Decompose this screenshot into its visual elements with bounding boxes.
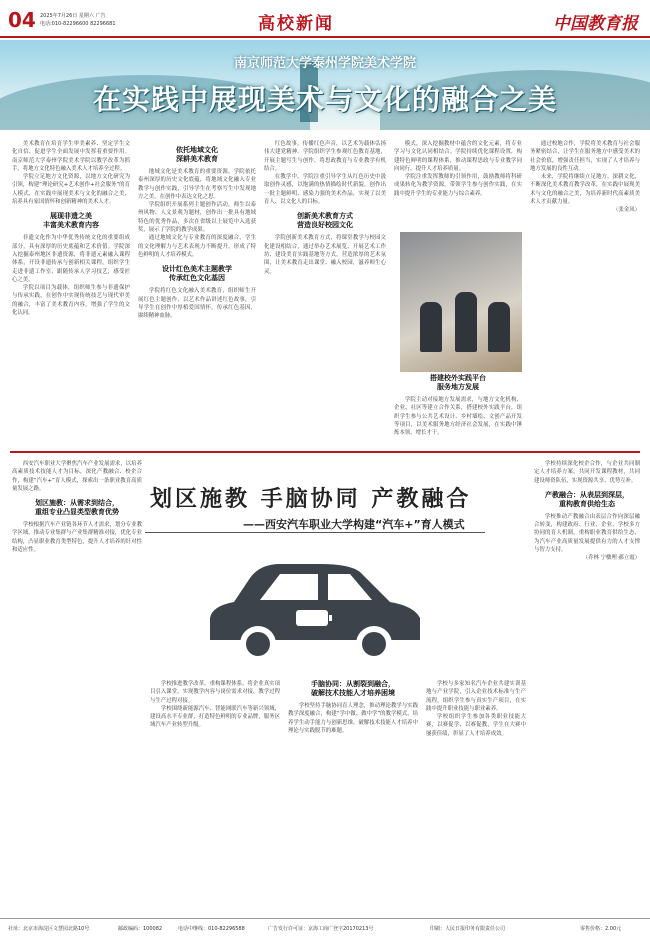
issue-date: 2025年7月26日 星期六 广告 <box>40 13 106 19</box>
article2-colB <box>150 680 280 910</box>
paragraph: 红色故事，传播红色声音，以艺术为载体弘扬伟大建党精神。学院组织学生参观红色教育基地，开展主题写生与创作，将思政教育与专业教学有机结合。 <box>264 141 386 172</box>
paragraph: 学院创新美术教育方式，将课堂教学与校园文化建设相结合，通过举办艺术展览、开展艺术工作坊、建设美育实践基地等方式，营造浓厚的艺术氛围，让美术教育走出课堂、融入校园，滋养师生心灵。 <box>264 235 386 275</box>
subheading: 创新美术教育方式 营造良好校园文化 <box>297 212 353 230</box>
footer-phone: 电话中继线：010-82296588 <box>178 926 245 932</box>
paragraph: 学校持续深化校企合作，与企业共同制定人才培养方案，共同开发课程教材，共同建设师资队伍，实现资源共享、优势互补。 <box>534 461 640 484</box>
paragraph: 学校推动产教融合由表层合作向深层融合转变，构建政府、行业、企业、学校多方协同的育人机制，重构职业教育供给生态，为汽车产业高质量发展提供有力的人才支撑与智力支持。 <box>534 513 640 554</box>
photo-figure <box>488 302 510 352</box>
section-separator <box>10 451 640 453</box>
paragraph: 未来，学院将继续立足地方、深耕文化，不断深化美术教育教学改革，在实践中展现美术与文化的融合之美，为培养新时代高素质美术人才贡献力量。 <box>530 174 640 206</box>
paragraph: 学院主动对接地方发展需求，与地方文化机构、企业、社区等建立合作关系，搭建校外实践平台，组织学生参与公共艺术设计、乡村墙绘、文创产品开发等项目，以美术服务地方经济社会发展，在实践中锤炼本领、增长才干。 <box>394 397 522 437</box>
subheading: 搭建校外实践平台 服务地方发展 <box>430 374 486 391</box>
article1-kicker: 南京师范大学泰州学院美术学院 <box>233 56 416 71</box>
section-title: 高校新闻 <box>258 14 334 34</box>
paragraph: 学校组织学生参加各类职业技能大赛，以赛促学、以赛促教，学生在大赛中屡获佳绩，彰显了人才培养成效。 <box>426 714 526 737</box>
paragraph: 通过地域文化与专业教育的深度融合，学生的文化理解力与艺术表现力不断提升，形成了特色鲜明的人才培养模式。 <box>138 235 256 258</box>
car-illustration <box>200 548 430 668</box>
article1-col1 <box>12 140 130 440</box>
footer-postcode: 邮政编码：100082 <box>118 926 163 932</box>
paragraph: 非遗文化作为中华优秀传统文化的重要组成部分，具有深厚的历史底蕴和艺术价值。学院深入挖掘泰州地区非遗资源，将非遗元素融入课程体系，开设非遗传承与创新相关课程，组织学生走进非遗工作室，跟随传承人学习技艺，感受匠心之美。 <box>12 235 130 283</box>
paragraph: 学校与多家知名汽车企业共建实训基地与产业学院，引入企业技术标准与生产流程，组织学生参与真实生产项目，在实践中提升职业技能与职业素养。 <box>426 681 526 712</box>
article1-col4-bottom <box>394 372 522 444</box>
page-number: 04 <box>8 8 36 32</box>
title-underline <box>145 532 485 533</box>
article2-colC <box>288 680 418 910</box>
paragraph: 学校围绕新能源汽车、智能网联汽车等新兴领域，建设高水平专业群，打造特色鲜明的专业品牌，服务区域汽车产业转型升级。 <box>150 705 280 729</box>
article2-title: 划区施教 手脑协同 产教融合 <box>150 487 472 512</box>
article2-colE <box>534 460 640 910</box>
footer-ad-license: 广告发行许可证：京海工商广登字20170213号 <box>268 926 374 932</box>
paragraph: 地域文化是美术教育的重要资源。学院依托泰州深厚的历史文化底蕴，将地域文化融入专业教学与创作实践，引导学生在考察写生中发现地方之美，在创作中表达文化之思。 <box>138 169 256 200</box>
paragraph: 在教学中，学院注重引导学生从红色历史中汲取创作灵感，以饱满的热情描绘时代新貌，创作出一批主题鲜明、感染力强的美术作品，实现了以美育人、以文化人的目标。 <box>264 174 386 206</box>
article1-col3 <box>264 140 386 440</box>
photo-figure <box>455 292 477 352</box>
article1-col4-top <box>394 140 522 230</box>
subheading: 产教融合：从表层到深层， 重构教育供给生态 <box>545 490 629 508</box>
subheading: 设计红色美术主题教学 传承红色文化基因 <box>162 265 232 283</box>
paragraph: 美术教育在培育学生审美素养、坚定学生文化自信、促进学生全面发展中发挥着重要作用。南京师范大学泰州学院美术学院以教学改革为抓手，将地方文化特色融入美术人才培养全过程。 <box>12 141 130 172</box>
subheading: 划区施教：从需求到结合， 重组专业凸显类型教育优势 <box>35 499 119 517</box>
page-header <box>0 0 650 38</box>
paragraph: 学院以项目为载体，组织师生参与非遗保护与传承实践，在创作中实现传统技艺与现代审美的融合，丰富了美术教育内容，增强了学生的文化认同。 <box>12 285 130 317</box>
paragraph: 学院立足地方文化资源，以地方文化研究为引领，构建“理论研究+艺术创作+社会服务”的育人模式，在实践中展现美术与文化的融合之美，培养具有家国情怀和创新精神的美术人才。 <box>12 174 130 206</box>
article1-title: 在实践中展现美术与文化的融合之美 <box>92 83 557 116</box>
paragraph: 学院将红色文化融入美术教育，组织师生开展红色主题创作，以艺术作品讲述红色故事，引导学生在创作中厚植爱国情怀，传承红色基因，赓续精神血脉。 <box>138 288 256 320</box>
newspaper-logo: 中国教育报 <box>553 14 638 34</box>
author: （张金凤） <box>613 207 640 214</box>
footer-price: 零售价格：2.00元 <box>580 926 622 932</box>
paragraph: 学校推进教学改革，重构课程体系，将企业真实项目引入课堂，实现教学内容与岗位需求对接、教学过程与生产过程对接。 <box>150 681 280 704</box>
subheading: 手脑协同：从割裂到融合， 破解技术技能人才培养困境 <box>311 680 395 697</box>
article2-subtitle: ——西安汽车职业大学构建“汽车+”育人模式 <box>243 518 465 531</box>
footer-print: 印刷：人民日报印务有限责任公司 <box>430 926 506 932</box>
article1-col5 <box>530 140 640 444</box>
article1-photo <box>400 232 522 372</box>
paragraph: 西安汽车职业大学聚焦汽车产业发展需求，以培养高素质技术技能人才为目标，深化产教融合、校企合作，构建“汽车+”育人模式，探索出一条职业教育高质量发展之路。 <box>12 461 142 492</box>
paragraph: 通过校地合作，学院将美术教育与社会服务紧密结合，让学生在服务地方中感受美术的社会价值，增强责任担当，实现了人才培养与地方发展的良性互动。 <box>530 141 640 172</box>
editor-phone: 电话:010-82296600 82296681 <box>40 21 116 27</box>
article1-col2 <box>138 140 256 440</box>
subheading: 展现非遗之美 丰富美术教育内容 <box>43 212 99 230</box>
author: （乔林 宁楹理 郝立霞） <box>582 555 640 562</box>
paragraph: 模式，深入挖掘教材中蕴含的文化元素，将专业学习与文化认同相结合。学院持续优化课程设置，构建特色鲜明的课程体系，推动课程思政与专业教学同向同行，提升人才培养质量。 <box>394 141 522 172</box>
paragraph: 学校坚持手脑协同育人理念，推动理论教学与实践教学深度融合，构建“学中做、做中学”的教学模式，培养学生动手能力与创新思维，破解技术技能人才培养中理论与实践脱节的难题。 <box>288 703 418 734</box>
article2-colA <box>12 460 142 910</box>
photo-figure <box>420 302 442 352</box>
page-footer <box>0 918 650 940</box>
paragraph: 学院组织开展系列主题创作活动，师生以泰州风物、人文景观为题材，创作出一批具有地域特色的优秀作品，多次在省级以上展览中入选获奖，展示了学院的教学成果。 <box>138 202 256 234</box>
article2-colD <box>426 680 526 910</box>
paragraph: 学校根据汽车产业链各环节人才需求，划分专业教学区域，推动专业集群与产业集群精准对接，优化专业结构，凸显职业教育类型特色，提升人才培养的针对性和适应性。 <box>12 522 142 554</box>
article1-banner <box>0 40 650 130</box>
subheading: 依托地域文化 深耕美术教育 <box>176 146 218 163</box>
paragraph: 学院注重发挥教师的引领作用，鼓励教师将科研成果转化为教学资源，带领学生参与创作实践，在实践中提升学生的专业能力与综合素养。 <box>394 174 522 197</box>
footer-address: 社址：北京市海淀区文慧园北路10号 <box>8 926 90 932</box>
